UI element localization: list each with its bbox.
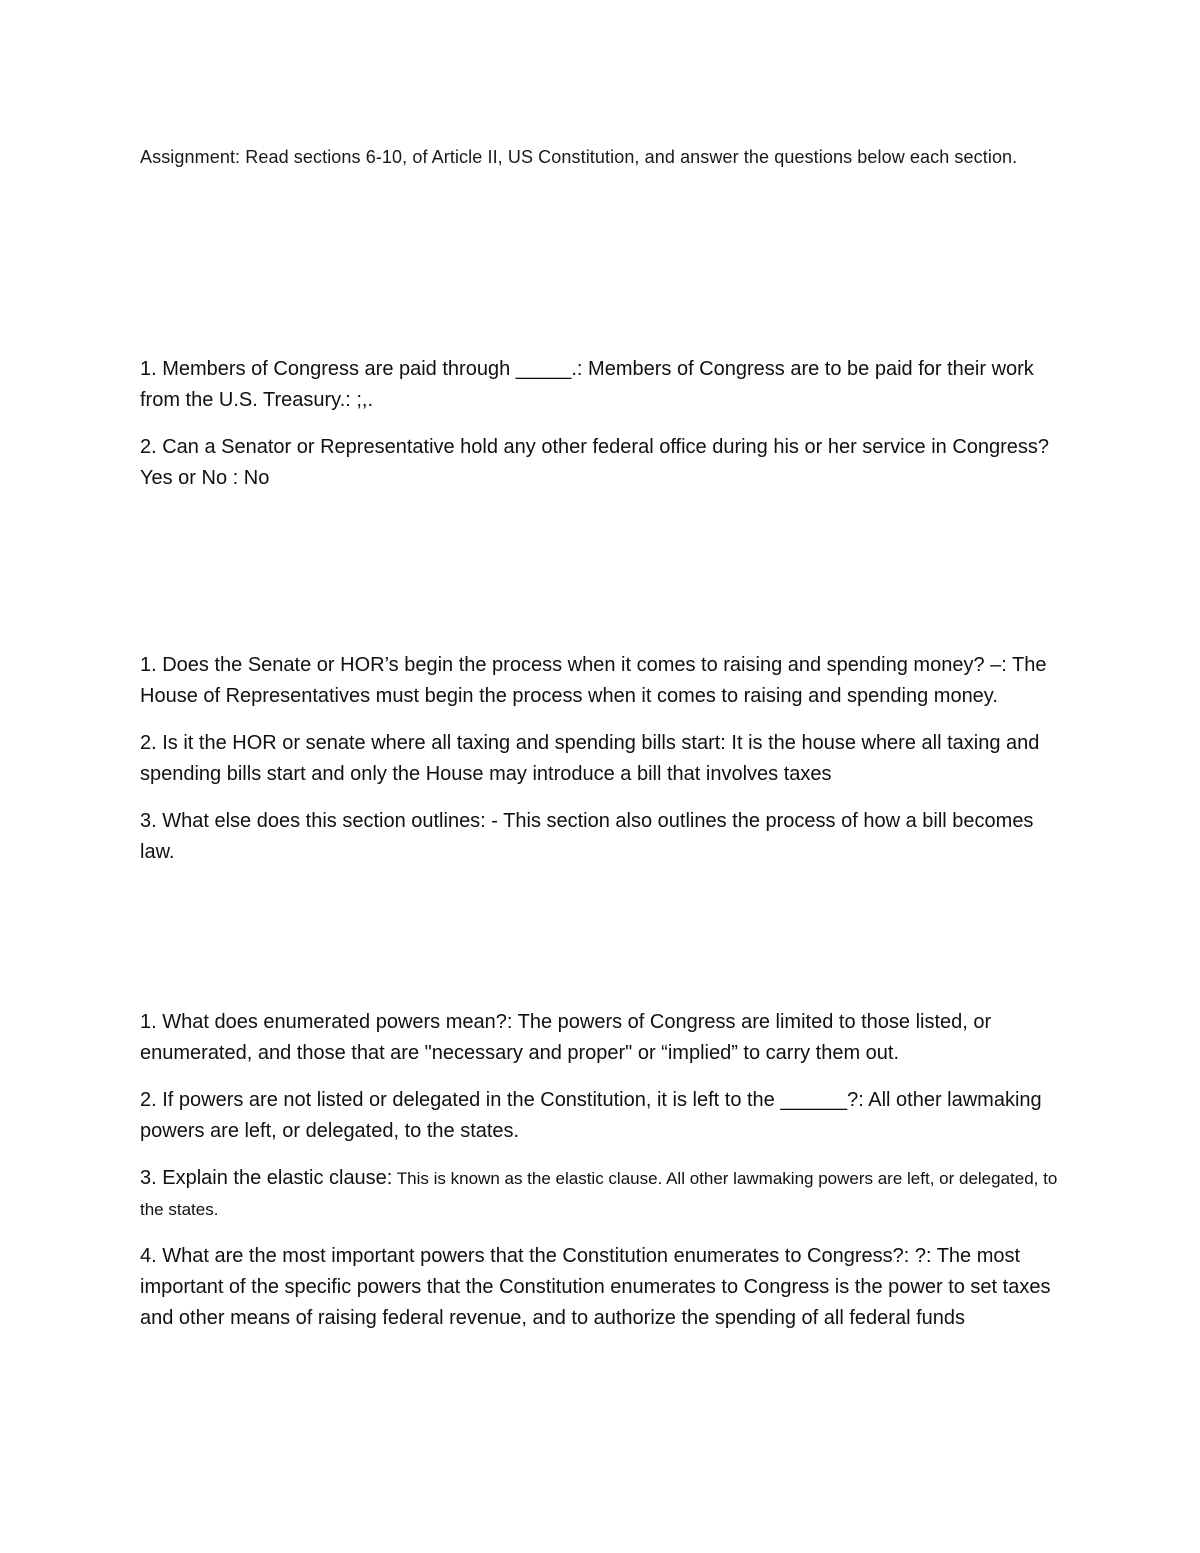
qa-item	[140, 1085, 1070, 1147]
section-enumerated-powers	[140, 1007, 1070, 1350]
qa-item	[140, 1241, 1070, 1334]
qa-item	[140, 728, 1070, 790]
question-text: 2. Can a Senator or Representative hold any other federal office during his or her service in Congress? Yes or No :	[140, 436, 1050, 489]
question-text: 2. If powers are not listed or delegated in the Constitution, it is left to the ______?:	[140, 1089, 864, 1111]
assignment-instructions: Assignment: Read sections 6-10, of Article II, US Constitution, and answer the questions below each section.	[140, 147, 1018, 167]
question-text: 1. Members of Congress are paid through _____.:	[140, 358, 583, 380]
qa-item	[140, 806, 1070, 868]
qa-item	[140, 650, 1070, 712]
question-text: 3. Explain the elastic clause:	[140, 1167, 393, 1189]
question-text: 2. Is it the HOR or senate where all taxing and spending bills start:	[140, 732, 726, 754]
answer-text: The most important of the specific powers that the Constitution enumerates to Congress is the power to set taxes and other means of raising federal revenue, and to authorize the spending of all federal funds	[140, 1245, 1051, 1329]
qa-item	[140, 354, 1070, 416]
answer-text: All other lawmaking powers are left, or delegated, to the states.	[140, 1089, 1042, 1142]
answer-text: Members of Congress are to be paid for their work from the U.S. Treasury.: ;,.	[140, 358, 1034, 411]
section-revenue-bills	[140, 650, 1070, 884]
question-text: 1. What does enumerated powers mean?:	[140, 1011, 513, 1033]
answer-text: –: The House of Representatives must begin the process when it comes to raising and spending money.	[140, 654, 1047, 707]
question-text: 3. What else does this section outlines:	[140, 810, 486, 832]
question-text: 4. What are the most important powers that the Constitution enumerates to Congress?: ?:	[140, 1245, 932, 1267]
answer-text: No	[238, 467, 270, 489]
answer-text: - This section also outlines the process of how a bill becomes law.	[140, 810, 1034, 863]
answer-text: It is the house where all taxing and spending bills start and only the House may introduce a bill that involves taxes	[140, 732, 1040, 785]
question-text: 1. Does the Senate or HOR’s begin the process when it comes to raising and spending money?	[140, 654, 985, 676]
qa-item	[140, 1163, 1070, 1225]
answer-text: This is known as the elastic clause. All other lawmaking powers are left, or delegated, to the states.	[140, 1169, 1058, 1219]
qa-item	[140, 432, 1070, 494]
qa-item	[140, 1007, 1070, 1069]
answer-text: The powers of Congress are limited to those listed, or enumerated, and those that are "necessary and proper" or “implied” to carry them out.	[140, 1011, 992, 1064]
section-congress-pay	[140, 354, 1070, 510]
